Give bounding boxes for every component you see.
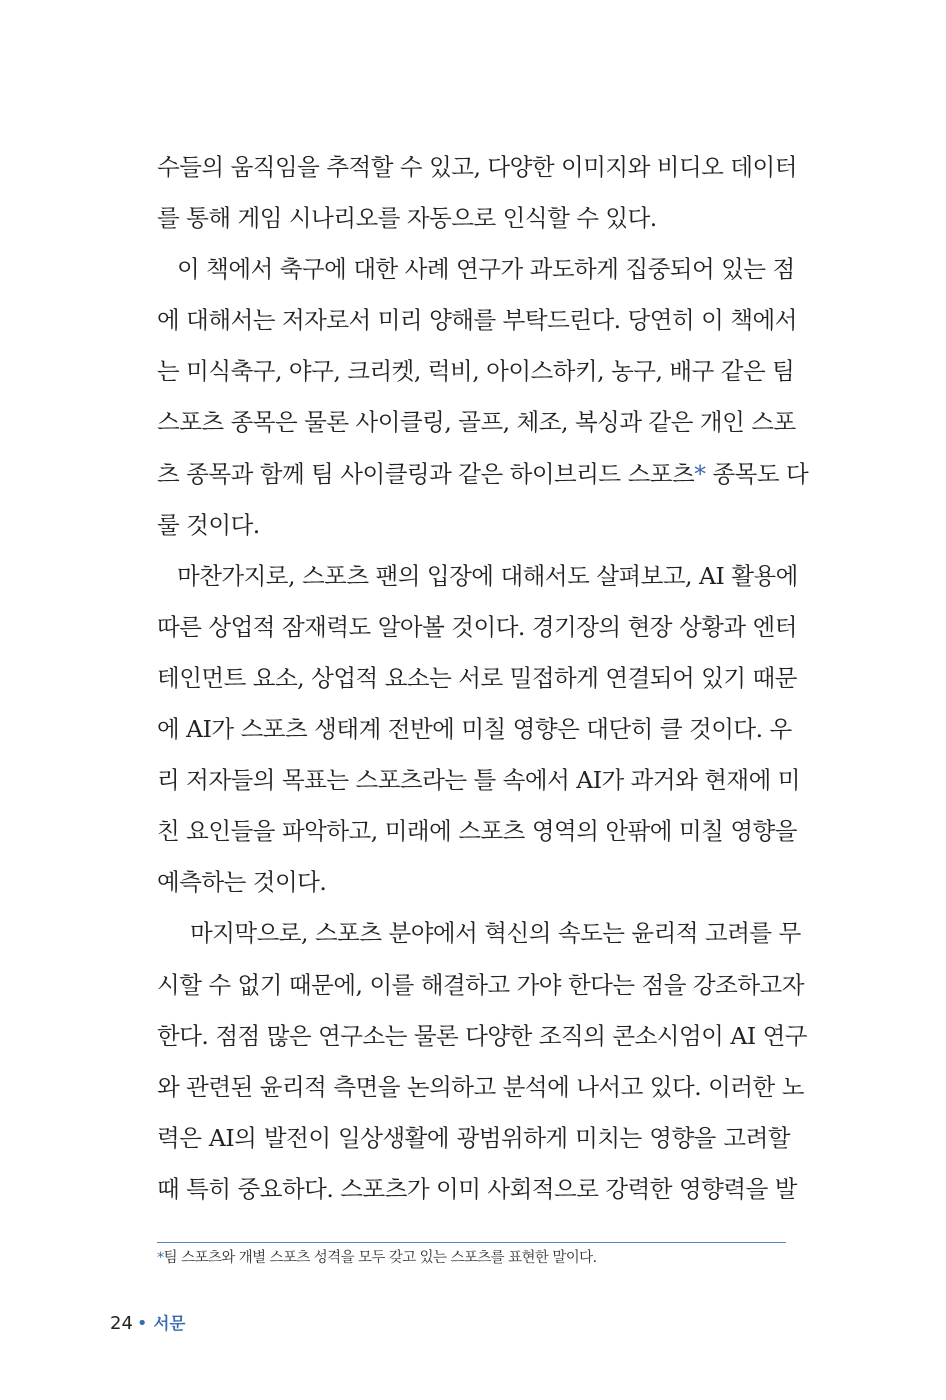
body-line: 에 대해서는 저자로서 미리 양해를 부탁드린다. 당연히 이 책에서 bbox=[157, 306, 797, 335]
body-line: 한다. 점점 많은 연구소는 물론 다양한 조직의 콘소시엄이 AI 연구 bbox=[157, 1021, 807, 1050]
body-line: 리 저자들의 목표는 스포츠라는 틀 속에서 AI가 과거와 현재에 미 bbox=[157, 766, 801, 795]
body-line: 이 책에서 축구에 대한 사례 연구가 과도하게 집중되어 있는 점 bbox=[177, 255, 795, 284]
body-line-part: 츠 종목과 함께 팀 사이클링과 같은 하이브리드 스포츠 bbox=[157, 459, 695, 488]
footnote-text: 팀 스포츠와 개별 스포츠 성격을 모두 갖고 있는 스포츠를 표현한 말이다. bbox=[163, 1250, 597, 1266]
body-line: 따른 상업적 잠재력도 알아볼 것이다. 경기장의 현장 상황과 엔터 bbox=[157, 612, 797, 641]
body-line: 수들의 움직임을 추적할 수 있고, 다양한 이미지와 비디오 데이터 bbox=[157, 153, 797, 181]
body-line: 시할 수 없기 때문에, 이를 해결하고 가야 한다는 점을 강조하고자 bbox=[157, 970, 804, 999]
page-folio bbox=[110, 1311, 185, 1337]
body-line: 룰 것이다. bbox=[157, 510, 260, 539]
body-line: 테인먼트 요소, 상업적 요소는 서로 밀접하게 연결되어 있기 때문 bbox=[157, 663, 797, 692]
body-line: 를 통해 게임 시나리오를 자동으로 인식할 수 있다. bbox=[157, 204, 657, 233]
body-line: 스포츠 종목은 물론 사이클링, 골프, 체조, 복싱과 같은 개인 스포 bbox=[157, 408, 796, 437]
body-line: 예측하는 것이다. bbox=[157, 868, 327, 897]
body-line: 력은 AI의 발전이 일상생활에 광범위하게 미치는 영향을 고려할 bbox=[157, 1123, 790, 1152]
body-text bbox=[157, 142, 809, 1215]
section-name: 서문 bbox=[153, 1314, 186, 1333]
footnote bbox=[157, 1247, 597, 1269]
body-line: 친 요인들을 파악하고, 미래에 스포츠 영역의 안팎에 미칠 영향을 bbox=[157, 817, 797, 846]
body-line: 마찬가지로, 스포츠 팬의 입장에 대해서도 살펴보고, AI 활용에 bbox=[177, 561, 798, 590]
footnote-reference[interactable]: * bbox=[694, 459, 706, 488]
body-line: 때 특히 중요하다. 스포츠가 이미 사회적으로 강력한 영향력을 발 bbox=[157, 1174, 797, 1203]
body-line-with-footnote bbox=[157, 449, 809, 500]
body-line: 에 AI가 스포츠 생태계 전반에 미칠 영향은 대단히 클 것이다. 우 bbox=[157, 715, 792, 744]
footnote-marker: * bbox=[157, 1250, 164, 1266]
folio-bullet: • bbox=[136, 1313, 148, 1334]
page-number: 24 bbox=[110, 1313, 133, 1334]
body-line-part: 종목도 다 bbox=[712, 459, 809, 488]
footnote-divider bbox=[157, 1242, 786, 1243]
body-line: 와 관련된 윤리적 측면을 논의하고 분석에 나서고 있다. 이러한 노 bbox=[157, 1072, 804, 1101]
body-line: 마지막으로, 스포츠 분야에서 혁신의 속도는 윤리적 고려를 무 bbox=[190, 919, 801, 948]
body-line: 는 미식축구, 야구, 크리켓, 럭비, 아이스하키, 농구, 배구 같은 팀 bbox=[157, 357, 795, 386]
